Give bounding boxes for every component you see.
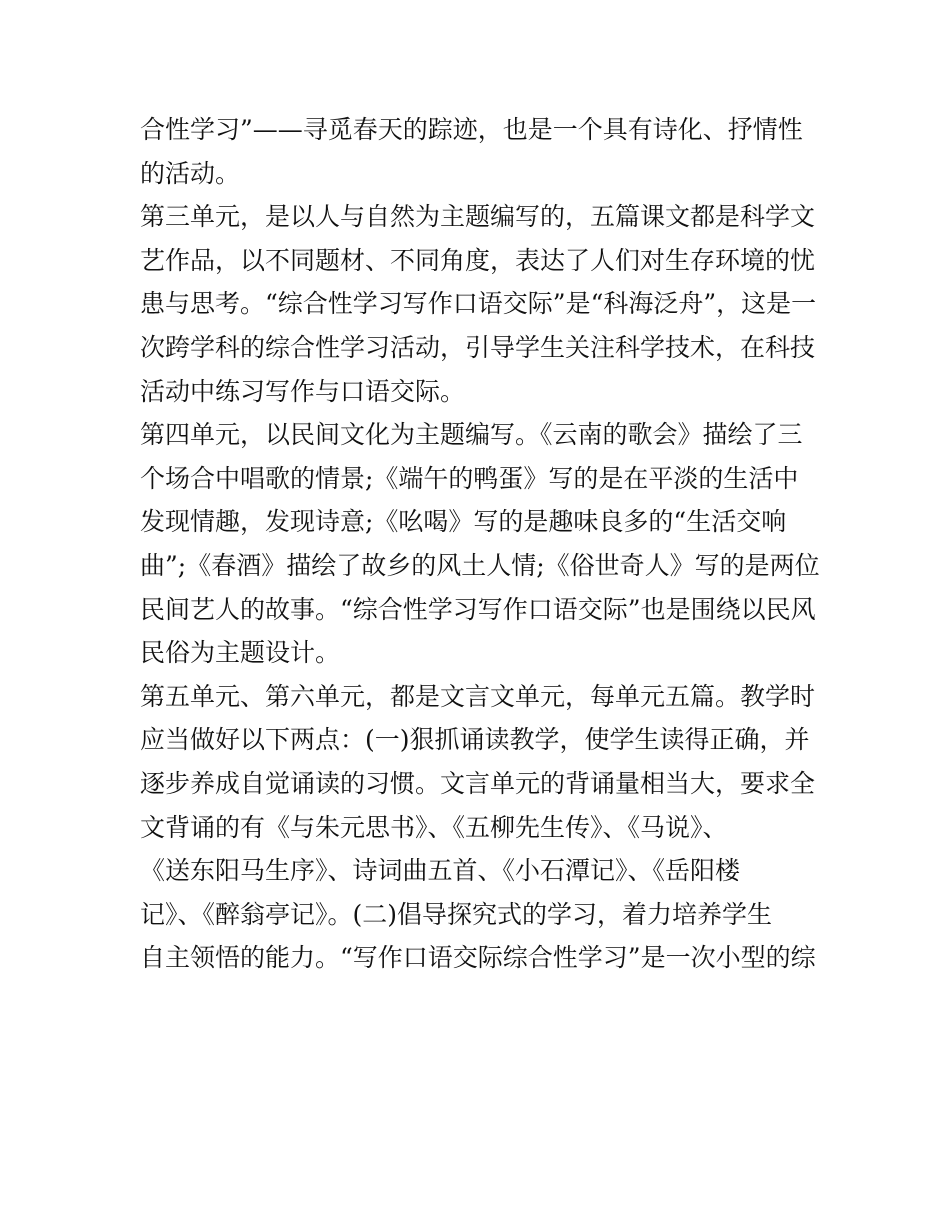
text-line: 的活动。 — [140, 158, 241, 188]
text-line: 逐步养成自觉诵读的习惯。文言单元的背诵量相当大，要求全 — [140, 768, 816, 798]
text-line: 活动中练习写作与口语交际。 — [140, 376, 466, 406]
text-line: 合性学习”——寻觅春天的踪迹，也是一个具有诗化、抒情性 — [140, 115, 803, 144]
text-line: 个场合中唱歌的情景;《端午的鸭蛋》写的是在平淡的生活中 — [140, 463, 799, 493]
text-line: 第四单元，以民间文化为主题编写。《云南的歌会》描绘了三 — [140, 420, 803, 450]
text-line: 记》、《醉翁亭记》。(二)倡导探究式的学习，着力培养学生 — [140, 899, 773, 929]
text-line: 民间艺人的故事。“综合性学习写作口语交际”也是围绕以民风 — [140, 594, 816, 624]
text-line: 患与思考。“综合性学习写作口语交际”是“科海泛舟”，这是一 — [140, 289, 817, 319]
text-line: 民俗为主题设计。 — [140, 638, 341, 668]
text-line: 《送东阳马生序》、诗词曲五首、《小石潭记》、《岳阳楼 — [140, 856, 741, 886]
text-line: 艺作品，以不同题材、不同角度，表达了人们对生存环境的忧 — [140, 245, 816, 275]
text-line: 文背诵的有《与朱元思书》、《五柳先生传》、《马说》、 — [140, 812, 728, 842]
text-line: 曲”;《春酒》描绘了故乡的风土人情;《俗世奇人》写的是两位 — [140, 550, 820, 580]
text-line: 发现情趣，发现诗意;《吆喝》写的是趣味良多的“生活交响 — [140, 507, 787, 537]
text-line: 自主领悟的能力。“写作口语交际综合性学习”是一次小型的综 — [140, 943, 816, 973]
body-text — [140, 108, 820, 980]
text-line: 应当做好以下两点：(一)狠抓诵读教学，使学生读得正确，并 — [140, 725, 810, 755]
text-line: 第五单元、第六单元，都是文言文单元，每单元五篇。教学时 — [140, 681, 816, 711]
text-line: 第三单元，是以人与自然为主题编写的，五篇课文都是科学文 — [140, 202, 816, 232]
text-line: 次跨学科的综合性学习活动，引导学生关注科学技术，在科技 — [140, 332, 816, 362]
